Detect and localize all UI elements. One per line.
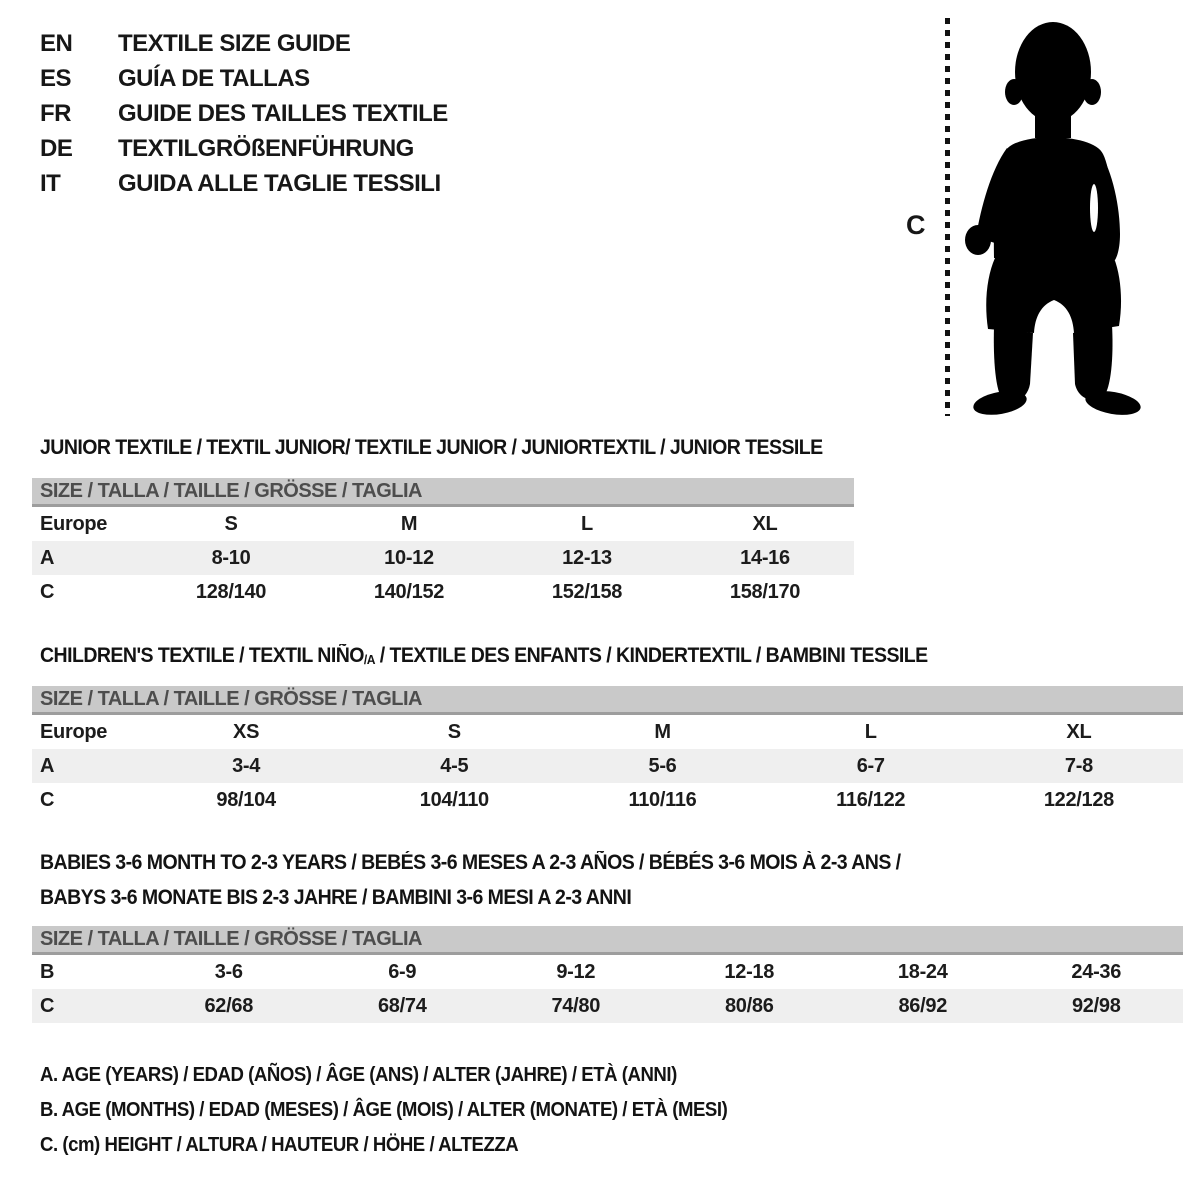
value-cell: 6-7 [856,754,885,777]
value-cell: 128/140 [195,580,267,603]
language-title: TEXTILE SIZE GUIDE [118,29,351,57]
value-cell: L [864,720,877,743]
row-label-cell: B [40,960,55,983]
size-header-bar: SIZE / TALLA / TAILLE / GRÖSSE / TAGLIA [32,686,1183,715]
language-title-list [40,26,448,201]
row-label-cell: A [40,754,55,777]
legend-line: A. AGE (YEARS) / EDAD (AÑOS) / ÂGE (ANS) / ALTER (JAHRE) / ETÀ (ANNI) [40,1064,677,1086]
size-table [32,686,1183,817]
row-label-cell: C [40,994,55,1017]
toddler-silhouette-icon [953,12,1153,422]
value-cell: 116/122 [836,788,906,811]
table-row [32,507,854,541]
value-cell: 104/110 [419,788,489,811]
section-title-text: JUNIOR TEXTILE / TEXTIL JUNIOR/ TEXTILE JUNIOR / JUNIORTEXTIL / JUNIOR TESSILE [40,436,823,459]
value-cell: M [654,720,671,743]
row-label-cell: Europe [40,720,108,743]
value-cell: 10-12 [384,546,434,569]
value-cell: 9-12 [556,960,596,983]
section-title [40,845,901,915]
row-label-cell: Europe [40,512,108,535]
value-cell: S [447,720,461,743]
value-cell: 152/158 [551,580,623,603]
value-cell: 74/80 [551,994,601,1017]
value-cell: 12-18 [724,960,775,983]
value-cell: 110/116 [628,788,697,811]
value-cell: XS [233,720,260,743]
size-table-rows [32,955,1183,1023]
section-title-text: CHILDREN'S TEXTILE / TEXTIL NIÑO [40,644,364,667]
value-cell: 24-36 [1071,960,1122,983]
table-row [32,989,1183,1023]
value-cell: L [581,512,593,535]
size-table [32,926,1183,1023]
value-cell: 5-6 [648,754,677,777]
value-cell: 86/92 [898,994,948,1017]
size-table-rows [32,507,854,609]
size-table-rows [32,715,1183,817]
language-row [40,26,448,61]
language-code: EN [40,29,73,57]
table-row [32,783,1183,817]
value-cell: 3-4 [232,754,261,777]
language-row [40,166,448,201]
language-row [40,61,448,96]
value-cell: 12-13 [562,546,612,569]
value-cell: XL [752,512,778,535]
legend [40,1058,779,1163]
size-header-bar: SIZE / TALLA / TAILLE / GRÖSSE / TAGLIA [32,926,1183,955]
height-measure-label: C [906,210,926,240]
language-title: GUIDA ALLE TAGLIE TESSILI [118,169,441,197]
language-title: GUÍA DE TALLAS [118,64,310,92]
section-title-text: /A [363,651,375,667]
language-title: GUIDE DES TAILLES TEXTILE [118,99,448,127]
value-cell: XL [1066,720,1092,743]
value-cell: 62/68 [204,994,254,1017]
table-row [32,715,1183,749]
height-measure-dashed-line [945,18,950,416]
language-title: TEXTILGRÖßENFÜHRUNG [118,134,414,162]
legend-line: C. (cm) HEIGHT / ALTURA / HAUTEUR / HÖHE / ALTEZZA [40,1134,519,1156]
language-row [40,96,448,131]
row-label-cell: A [40,546,55,569]
language-code: DE [40,134,73,162]
value-cell: 158/170 [729,580,801,603]
value-cell: 18-24 [897,960,948,983]
size-table [32,478,854,609]
table-row [32,955,1183,989]
section-title [40,436,823,460]
value-cell: 92/98 [1071,994,1121,1017]
value-cell: 8-10 [211,546,251,569]
value-cell: 14-16 [740,546,790,569]
language-code: IT [40,169,61,197]
table-row [32,749,1183,783]
value-cell: S [224,512,238,535]
table-row [32,575,854,609]
value-cell: 68/74 [377,994,427,1017]
section-title-text: / TEXTILE DES ENFANTS / KINDERTEXTIL / BAMBINI TESSILE [374,644,928,667]
language-row [40,131,448,166]
section-title-text: BABYS 3-6 MONATE BIS 2-3 JAHRE / BAMBINI 3-6 MESI A 2-3 ANNI [40,886,632,909]
row-label-cell: C [40,788,55,811]
value-cell: 4-5 [440,754,469,777]
language-code: ES [40,64,72,92]
size-header-bar: SIZE / TALLA / TAILLE / GRÖSSE / TAGLIA [32,478,854,507]
value-cell: 3-6 [214,960,243,983]
row-label-cell: C [40,580,55,603]
value-cell: 80/86 [724,994,774,1017]
value-cell: 122/128 [1043,788,1115,811]
value-cell: 7-8 [1064,754,1093,777]
section-title [40,644,928,668]
language-code: FR [40,99,71,127]
legend-line: B. AGE (MONTHS) / EDAD (MESES) / ÂGE (MOIS) / ALTER (MONATE) / ETÀ (MESI) [40,1099,728,1121]
value-cell: 6-9 [388,960,417,983]
value-cell: M [400,512,418,535]
table-row [32,541,854,575]
section-title-text: BABIES 3-6 MONTH TO 2-3 YEARS / BEBÉS 3-6 MESES A 2-3 AÑOS / BÉBÉS 3-6 MOIS À 2-3 ANS / [40,851,901,874]
value-cell: 140/152 [373,580,445,603]
value-cell: 98/104 [216,788,276,811]
